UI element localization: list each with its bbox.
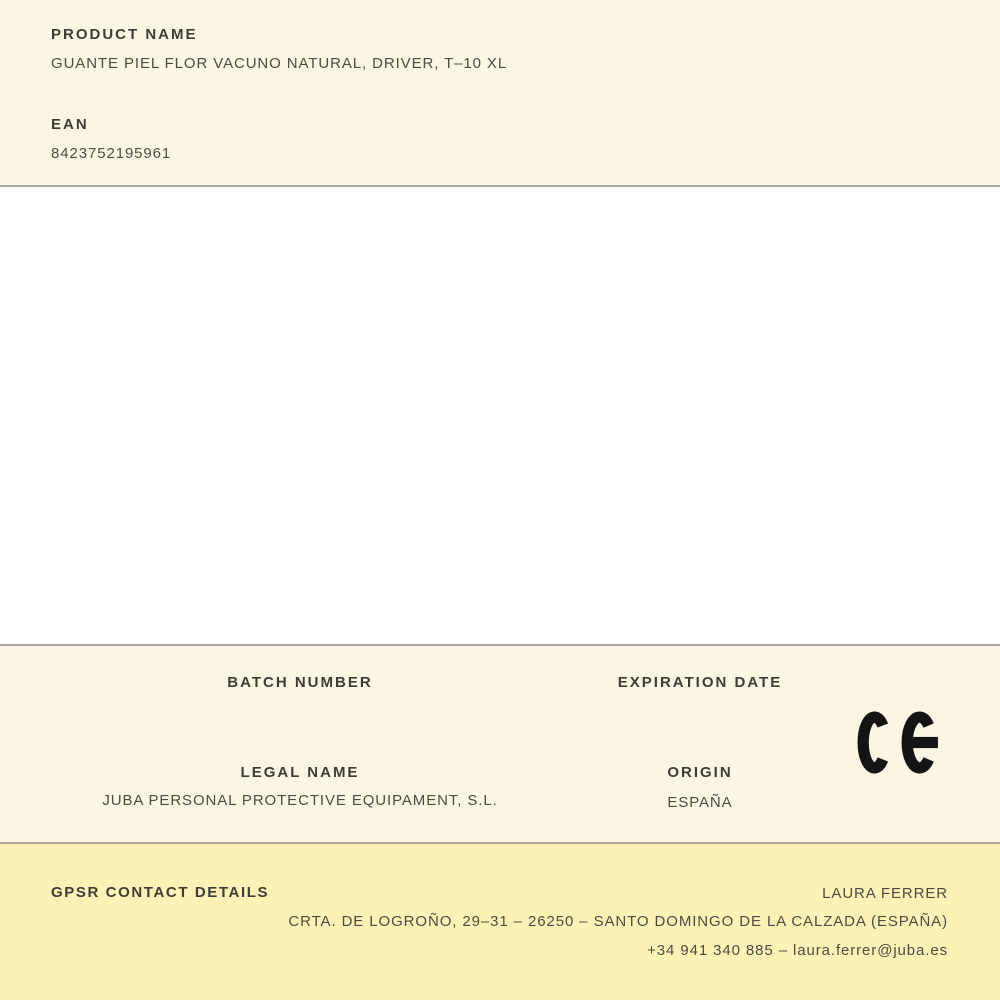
details-section xyxy=(0,646,1000,842)
ean-value: 8423752195961 xyxy=(51,145,172,162)
origin-value: ESPAÑA xyxy=(667,794,733,811)
ean-label: EAN xyxy=(51,116,89,133)
ce-mark-icon xyxy=(857,711,939,774)
blank-area xyxy=(0,187,1000,644)
product-name-value: GUANTE PIEL FLOR VACUNO NATURAL, DRIVER, T–10 XL xyxy=(51,55,508,72)
contact-name: LAURA FERRER xyxy=(822,885,948,902)
gpsr-contact-section xyxy=(0,844,1000,1000)
legal-name-value: JUBA PERSONAL PROTECTIVE EQUIPAMENT, S.L. xyxy=(102,792,498,809)
product-section xyxy=(0,0,1000,185)
contact-address: CRTA. DE LOGROÑO, 29–31 – 26250 – SANTO DOMINGO DE LA CALZADA (ESPAÑA) xyxy=(288,913,948,930)
gpsr-contact-label: GPSR CONTACT DETAILS xyxy=(51,884,270,901)
product-name-label: PRODUCT NAME xyxy=(51,26,198,43)
legal-name-label: LEGAL NAME xyxy=(240,764,360,781)
origin-label: ORIGIN xyxy=(667,764,733,781)
contact-phone-email: +34 941 340 885 – laura.ferrer@juba.es xyxy=(647,942,948,959)
expiration-date-label: EXPIRATION DATE xyxy=(617,674,783,691)
batch-number-label: BATCH NUMBER xyxy=(227,674,373,691)
